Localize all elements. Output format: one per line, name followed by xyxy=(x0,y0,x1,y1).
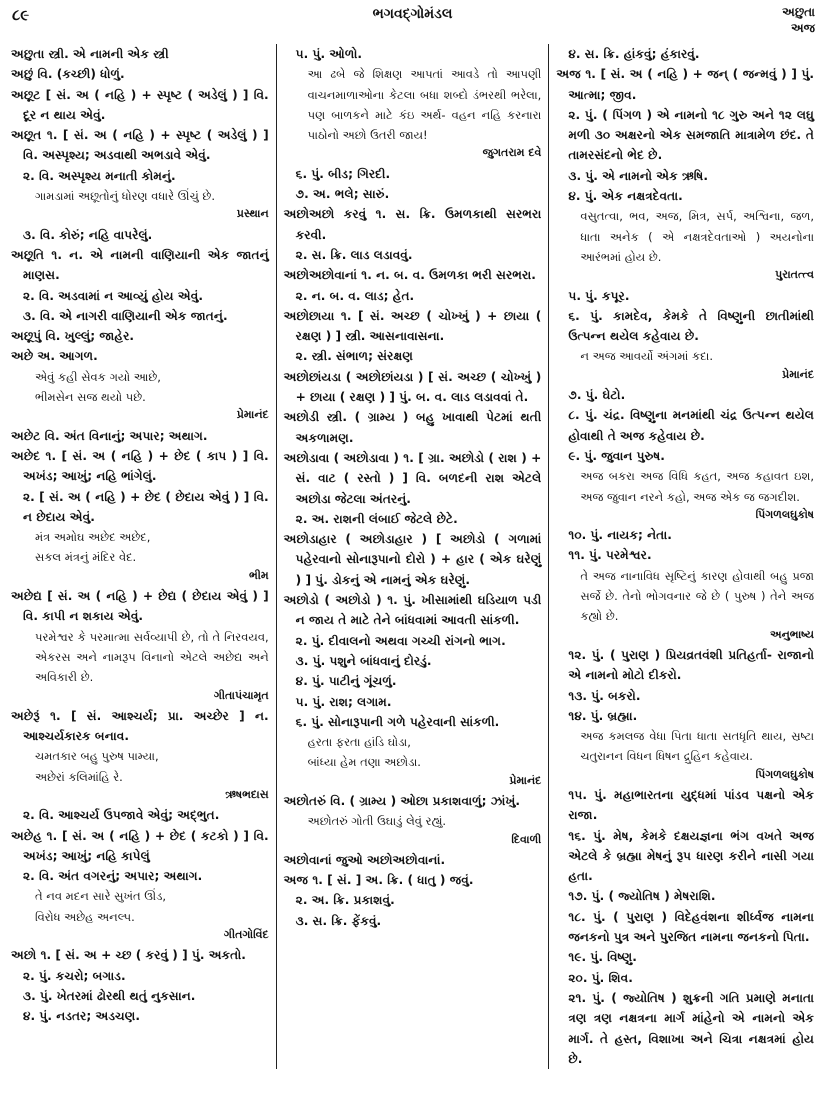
headword: અછેરૂં xyxy=(11,708,40,723)
headword: અછોડાવા xyxy=(283,450,330,465)
definition: ૧. [ સં. અ ( નહિ ) + છેદ ( કાપ ) ] વિ. અખંડ; આખું; નહિ ભાંગેલું. xyxy=(23,448,269,484)
headword: અછૂત xyxy=(11,128,42,143)
dictionary-columns xyxy=(0,44,825,1069)
quotation: ચમતકાર બહુ પુરુષ પામ્યા, xyxy=(35,749,159,764)
definition: [ સં. અ ( નહિ ) + સ્પૃષ્ટ ( અડેલું ) ] વિ. દૂર ન થાય એવું. xyxy=(23,87,269,122)
sub-sense: ૩. વિ. કોરું; નહિ વાપરેલું. xyxy=(23,227,153,242)
sub-sense: ૫. પું. કપૂર. xyxy=(568,288,630,303)
sub-sense: ૨. પું. કચરો; બગાડ. xyxy=(23,968,126,983)
dictionary-entry xyxy=(11,346,269,366)
quotation-source: દિવાળી xyxy=(511,832,542,846)
quotation: ભીમસેન સજ થયો પછે. xyxy=(35,390,146,405)
quotation: અછેરાં કલિમાંહિ રે. xyxy=(35,769,123,784)
definition: જુઓ અછોઅછોવાનાં. xyxy=(335,852,446,867)
dictionary-entry xyxy=(284,791,542,811)
dictionary-entry xyxy=(11,446,269,487)
sub-sense: ૨. વિ. અડવામાં ન આવ્યું હોય એવું. xyxy=(23,288,203,303)
definition: વિ. ખુલ્લું; જાહેર. xyxy=(45,329,135,344)
dictionary-entry xyxy=(11,85,269,126)
running-title: ભગવદ્ગોમંડલ xyxy=(372,6,453,22)
headword: અજ xyxy=(556,67,581,82)
sub-sense: ૨. સ. ક્રિ. લાડ લડાવવું. xyxy=(295,247,413,262)
dictionary-entry xyxy=(11,426,269,446)
definition: ( અછોડાવા ) ૧. [ ગ્રા. અછોડો ( રાશ ) + સં. વાટ ( રસ્તો ) ] વિ. બળદની રાશ એટલે અછોડા જેટલા અંતરનું. xyxy=(295,450,542,506)
sub-sense: ૪. પું. નડતર; અડચણ. xyxy=(23,1009,141,1024)
headword: અછોડો xyxy=(283,593,319,608)
sub-sense: ૨. અ. રાશની લંબાઈ જેટલે છેટે. xyxy=(295,511,458,526)
headword: અછૂપું xyxy=(11,329,42,344)
sub-sense: ૨૦. પું. શિવ. xyxy=(568,970,633,985)
dictionary-entry xyxy=(284,367,542,408)
sub-sense: ૩. પું. પશુને બાંધવાનું દોરડું. xyxy=(295,653,432,668)
sub-sense: ૭. અ. ભલે; સારું. xyxy=(295,187,390,202)
headword: અછેટ xyxy=(11,428,41,443)
definition: ૧. [ સં. ] અ. ક્રિ. ( ધાતુ ) જવું. xyxy=(312,873,474,888)
quotation-source: ગીતાપંચામૃત xyxy=(213,688,269,702)
dictionary-entry xyxy=(556,64,814,105)
headword: અછૂતિ xyxy=(11,247,45,262)
sub-sense: ૬. પું. બીડ; ગિરદી. xyxy=(295,166,391,181)
quotation: મંત્ર અમોઘ અછેદ અછેદ, xyxy=(35,530,151,545)
quotation: તે અજ નાનાવિધ સૃષ્ટિનું કારણ હોવાથી બહુ પ્રજા સર્જે છે. તેનો ભોગવનાર જે છે ( પુરુષ ) તેને અજ કહ્યો છે. xyxy=(580,568,815,624)
dictionary-entry xyxy=(284,204,542,245)
definition: સ્ત્રી. એ નામની એક સ્ત્રી xyxy=(48,47,169,61)
sub-sense: ૪. પું. પાટીનું ગૂંચળું. xyxy=(295,674,397,689)
quotation: તે નવ મદન સારે સુખંત ઊંડ, xyxy=(35,889,167,904)
sub-sense: ૪. સ. ક્રિ. હાંકવું; હંકારવું. xyxy=(568,47,700,61)
headword: અછેદ્ય xyxy=(11,589,42,604)
definition: ૧. [ સં. અચ્છ ( ચોખ્ખું ) + છાયા ( રક્ષણ ) ] સ્ત્રી. આસનાવાસના. xyxy=(295,308,542,344)
sub-sense: ૬. પું. સોનારૂપાની ગળે પહેરવાની સાંકળી. xyxy=(295,714,500,729)
guide-word-first: અછુતા xyxy=(782,5,815,19)
sub-sense: ૯. પું. જુવાન પુરુષ. xyxy=(568,448,665,463)
guide-words xyxy=(782,4,815,36)
quotation: વિરોધ અછેહ અનલ્પ. xyxy=(35,909,135,924)
quotation: અજ કમલજ વેધા પિતા ધાતા સતધૃતિ થાય, સ્રષ્ટા ચતુરાનન વિધન ધિષન દ્રુહિન કહેવાય. xyxy=(580,729,815,764)
quotation: બાંધ્યા હેમ તણા અછોડા. xyxy=(307,755,421,770)
definition: ૧. ન. એ નામની વાણિયાની એક જાતનું માણસ. xyxy=(23,247,269,283)
headword: અછૂટ xyxy=(11,87,41,102)
sub-sense: ૧૫. પું. મહાભારતના યુદ્ધમાં પાંડવ પક્ષનો એક રાજા. xyxy=(568,787,815,823)
quotation: અછોતરું ગોતી ઉઘાડું લેવું રહ્યું. xyxy=(307,814,447,829)
sub-sense: ૧૨. પું. ( પુરાણ ) પ્રિયવ્રતવંશી પ્રતિહર્તા- રાજાનો એ નામનો મોટો દીકરો. xyxy=(568,647,815,683)
sub-sense: ૧૦. પું. નાયક; નેતા. xyxy=(568,528,672,543)
headword: અજ xyxy=(283,873,309,888)
headword: અછોઅછોવાનાં xyxy=(283,268,357,283)
sub-sense: ૩. સ. ક્રિ. ફેંકવું. xyxy=(295,913,382,928)
sub-sense: ૧૬. પું. મેષ, કેમકે દક્ષયજ્ઞના ભંગ વખતે અજ એટલે કે બ્રહ્મા મેષનું રૂપ ધારણ કરીને નાસી ગયા હતા. xyxy=(568,828,815,884)
sub-sense: ૩. પું. એ નામનો એક ઋષિ. xyxy=(568,168,708,183)
sub-sense: ૨. વિ. અસ્પૃશ્ય મનાતી કોમનું. xyxy=(23,168,176,183)
dictionary-entry xyxy=(284,529,542,590)
quotation: પરમેશ્વર કે પરમાત્મા સર્વવ્યાપી છે, તો તે નિરવયવ, એકરસ અને નામરૂપ વિનાનો એટલે અછેદ્ય અને અવિકારી છે. xyxy=(35,629,269,685)
column-1 xyxy=(4,44,276,1069)
dictionary-entry xyxy=(11,586,269,627)
quotation-source: ઋષભદાસ xyxy=(225,787,269,801)
definition: ૧. સ. ક્રિ. ઉમળકાથી સરભરા કરવી. xyxy=(295,207,542,242)
headword: અછોઅછો કરવું xyxy=(283,207,367,222)
dictionary-entry xyxy=(11,125,269,166)
dictionary-entry xyxy=(11,706,269,747)
page-header xyxy=(0,0,825,44)
quotation-source: ભીમ xyxy=(248,568,269,582)
definition: [ સં. અ ( નહિ ) + છેદ્ય ( છેદાય એવું ) ] વિ. કાપી ન શકાય એવું. xyxy=(23,589,269,624)
quotation-source: પિંગળલઘુકોષ xyxy=(755,507,815,521)
sub-sense: ૨. પું. ( પિંગળ ) એ નામનો ૧૮ ગુરુ અને ૧૨ લઘુ મળી ૩૦ અક્ષરનો એક સમજાતિ માત્રામેળ છંદ. તે તામરસંદનો ભેદ છે. xyxy=(568,107,815,163)
sub-sense: ૫. પું. રાશ; લગામ. xyxy=(295,694,392,709)
definition: સ્ત્રી. ( ગ્રામ્ય ) બહુ ખાવાથી પેટમાં થતી અકળામણ. xyxy=(295,410,542,445)
quotation-source: પ્રેમાનંદ xyxy=(509,773,542,787)
column-3 xyxy=(548,44,821,1069)
sub-sense: ૨. [ સં. અ ( નહિ ) + છેદ ( છેદાય એવું ) ] વિ. ન છેદાય એવું. xyxy=(23,489,269,524)
quotation: હરતા ફરતા હાંડિ ઘોડા, xyxy=(307,735,411,750)
definition: ( અછોડો ) ૧. પું. ખીસામાંથી ઘડિયાળ પડી ન જાય તે માટે તેને બાંધવામાં આવતી સાંકળી. xyxy=(295,593,542,628)
dictionary-entry xyxy=(284,407,542,448)
dictionary-entry xyxy=(11,945,269,965)
sub-sense: ૬. પું. કામદેવ, કેમકે તે વિષ્ણુની છાતીમાંથી ઉત્પન્ન થયેલ કહેવાય છે. xyxy=(568,308,815,344)
sub-sense: ૨. સ્ત્રી. સંભાળ; સંરક્ષણ xyxy=(295,349,413,364)
headword: અછોડી xyxy=(283,410,320,425)
quotation-source: પિંગળલઘુકોષ xyxy=(755,767,815,781)
dictionary-entry xyxy=(284,306,542,347)
headword: અછોછાયા xyxy=(283,308,335,323)
definition: ૧. [ સં. અ + ચ્છ ( કરવું ) ] પું. અકતો. xyxy=(40,948,246,963)
definition: વિ. અંત વિનાનું; અપાર; અથાગ. xyxy=(44,428,208,443)
sub-sense: ૩. પું. ખેતરમાં ઢોરથી થતું નુકસાન. xyxy=(23,988,196,1003)
sub-sense: ૧૧. પું. પરમેશ્વર. xyxy=(568,548,652,563)
dictionary-entry xyxy=(11,245,269,286)
definition: ૧. ન. બ. વ. ઉમળકા ભરી સરભરા. xyxy=(361,268,536,283)
quotation: ન અજ આવર્યો અંગમાં કદા. xyxy=(580,349,713,364)
definition: ૧. [ સં. આશ્ચર્ય; પ્રા. અચ્છેર ] ન. આશ્ચર્યકારક બનાવ. xyxy=(23,708,269,744)
dictionary-entry xyxy=(11,44,269,64)
sub-sense: ૧૪. પું. બ્રહ્મા. xyxy=(568,708,638,723)
definition: ૧. [ સં. અ ( નહિ ) + જન્ ( જન્મવું ) ] પું. આત્મા; જીવ. xyxy=(568,67,815,102)
sub-sense: ૧૭. પું. ( જ્યોતિષ ) મેષરાશિ. xyxy=(568,889,716,904)
dictionary-entry xyxy=(284,590,542,631)
quotation: સકલ મંત્રનું મંદિર વેદ. xyxy=(35,550,137,565)
sub-sense: ૪. પું. એક નક્ષત્રદેવતા. xyxy=(568,189,683,204)
headword: અછુતા xyxy=(11,47,45,61)
definition: અ. આગળ. xyxy=(37,349,98,364)
quotation-source: અનુભાષ્ય xyxy=(769,627,815,641)
quotation-source: પ્રેમાનંદ xyxy=(236,408,269,422)
headword: અછું xyxy=(11,67,34,82)
sub-sense: ૨. અ. ક્રિ. પ્રકાશવું. xyxy=(295,893,395,908)
dictionary-entry xyxy=(284,265,542,285)
headword: અછો xyxy=(11,948,37,963)
headword: અછે xyxy=(11,349,34,364)
column-2 xyxy=(276,44,549,1069)
sub-sense: ૧૯. પું. વિષ્ણુ. xyxy=(568,950,637,965)
sub-sense: ૮. પું. ચંદ્ર. વિષ્ણુના મનમાંથી ચંદ્ર ઉત્પન્ન થયેલ હોવાથી તે અજ કહેવાય છે. xyxy=(568,408,815,443)
dictionary-entry xyxy=(11,826,269,867)
sub-sense: ૩. વિ. એ નાગરી વાણિયાની એક જાતનું. xyxy=(23,308,228,323)
guide-word-last: અજ xyxy=(790,21,815,35)
dictionary-entry xyxy=(11,326,269,346)
headword: અછોવાનાં xyxy=(283,852,332,867)
sub-sense: ૨. પું. દીવાલનો અથવા ગચ્ચી રાંગનો ભાગ. xyxy=(295,633,506,648)
dictionary-entry xyxy=(284,870,542,890)
sub-sense: ૨. વિ. આશ્ચર્ય ઉપજાવે એવું; અદ્ભુત. xyxy=(23,808,220,823)
quotation-source: પ્રસ્થાન xyxy=(236,207,269,221)
quotation-source: પુરાતત્ત્વ xyxy=(775,268,815,282)
headword: અછોતરું xyxy=(283,793,327,808)
quotation: એવું કહી સેવક ગયો આછે, xyxy=(35,369,161,384)
definition: ૧. [ સં. અ ( નહિ ) + સ્પૃષ્ટ ( અડેલું ) ] વિ. અસ્પૃશ્ય; અડવાથી અભડાવે એવું. xyxy=(23,128,269,163)
sub-sense: ૨. વિ. અંત વગરનું; અપાર; અથાગ. xyxy=(23,869,203,884)
headword: અછેદ xyxy=(11,448,41,463)
quotation: આ ઢબે જે શિક્ષણ આપતાં આવડે તો આપણી વાચનમાળાઓના કેટલા બધા શબ્દો ડંભરથી ભરેલા, પણ બાળકને માટે કંઇ અર્થ- વહન નહિ કરનારા પાઠોનો અછો ઉતરી જાય! xyxy=(307,67,542,143)
sub-sense: ૧૩. પું. બકરો. xyxy=(568,688,641,703)
definition: ( અછોડાહાર ) [ અછોડો ( ગળામાં પહેરવાનો સોનારૂપાનો દોરો ) + હાર ( એક ઘરેણું ) ] પું. ડોકનું એ નામનું એક ઘરેણું. xyxy=(295,532,542,587)
dictionary-entry xyxy=(284,448,542,509)
quotation-source: પ્રેમાનંદ xyxy=(782,367,815,381)
sub-sense: ૨. ન. બ. વ. લાડ; હેત. xyxy=(295,288,415,303)
definition: વિ. ( ગ્રામ્ય ) ઓછા પ્રકાશવાળું; ઝાંખું. xyxy=(330,793,520,808)
sub-sense: ૫. પું. ઓળો. xyxy=(295,47,363,61)
quotation: અજ બકરા અજ વિધિ કહત, અજ કહાવત ઇશ, અજ જુવાન નરને કહો, અજ એક જ જગદીશ. xyxy=(580,469,815,504)
dictionary-entry xyxy=(284,850,542,870)
headword: અછેહ xyxy=(11,828,42,843)
quotation: ગામડામાં અછૂતોનું ધોરણ વધારે ઊંચું છે. xyxy=(35,189,215,204)
definition: વિ. (કચ્છી) ધોળું. xyxy=(37,67,125,82)
definition: ૧. [ સં. અ ( નહિ ) + છેદ ( કટકો ) ] વિ. અખંડ; આખું; નહિ કાપેલું xyxy=(23,828,269,863)
sub-sense: ૭. પું. ઘેટો. xyxy=(568,388,626,403)
sub-sense: ૧૮. પું. ( પુરાણ ) વિદેહવંશના શીર્ધ્વજ નામના જનકનો પુત્ર અને પુરજિત નામના જનકનો પિતા. xyxy=(568,909,815,945)
sub-sense: ૨૧. પું. ( જ્યોતિષ ) શુક્રની ગતિ પ્રમાણે મનાતા ત્રણ ત્રણ નક્ષત્રના માર્ગ માંહેનો એ નામનો એક માર્ગ. તે હસ્ત, વિશાખા અને ચિત્રા નક્ષત્રમાં હોય છે. xyxy=(568,990,815,1066)
page-number: ૮૯ xyxy=(12,6,30,24)
quotation-source: જુગતરામ દવે xyxy=(482,146,542,160)
definition: ( અછોછાંયડા ) [ સં. અચ્છ ( ચોખ્ખું ) + છાયા ( રક્ષણ ) ] પું. બ. વ. લાડ લડાવવાં તે. xyxy=(295,369,542,405)
dictionary-entry xyxy=(11,64,269,84)
quotation: વસુતત્વા, ભવ, અજ, મિત્ર, સર્પ, અશ્વિના, જળ, ધાતા અનેક ( એ નક્ષત્રદેવતાઓ ) અયનોના આરંભમાં હોય છે. xyxy=(580,209,815,264)
headword: અછોડાહાર xyxy=(283,532,337,547)
quotation-source: ગીતગોવિંદ xyxy=(223,928,269,942)
headword: અછોછાંયડા xyxy=(283,369,342,384)
